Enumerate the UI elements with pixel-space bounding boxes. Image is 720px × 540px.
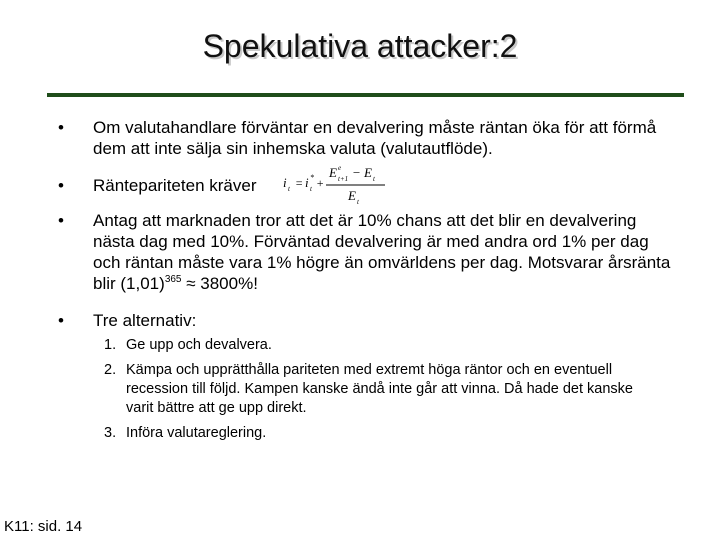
alternative-text: Ge upp och devalvera. (126, 337, 272, 353)
slide-title: Spekulativa attacker:2 (202, 28, 518, 64)
alternative-number: 1. (104, 337, 117, 353)
formula-plus: + (316, 176, 325, 190)
formula-denominator: E (348, 188, 356, 203)
formula-rhs-first: i (305, 175, 309, 190)
formula-denominator-sub: t (357, 198, 359, 206)
formula-numerator-a-sub: t+1 (338, 175, 349, 183)
bullet-text-2: Räntepariteten kräver (93, 176, 257, 195)
formula-rhs-first-sup: * (310, 173, 314, 182)
alternative-text: Införa valutareglering. (126, 425, 267, 441)
bullet-marker: • (58, 311, 64, 330)
alternative-text: Kämpa och upprätthålla pariteten med extremt höga räntor och en eventuell recession till följd. Kampen kanske ändå inte går att vinna. Då hade det kanske varit bättre att ge upp direkt. (126, 362, 633, 416)
slide-footer: K11: sid. 14 (4, 518, 83, 535)
formula-lhs: i (283, 175, 287, 190)
formula-rhs-first-sub: t (310, 185, 312, 193)
bullet-marker: • (58, 211, 64, 230)
bullet-text-1: Om valutahandlare förväntar en devalvering måste räntan öka för att förmå dem att inte sälja sin inhemska valuta (valutautflöde). (93, 118, 657, 158)
formula-numerator-a: E (329, 165, 337, 180)
formula-numerator-a-sup: e (338, 164, 342, 172)
bullet-marker: • (58, 118, 64, 137)
alternative-number: 2. (104, 362, 117, 378)
formula-minus: − (352, 165, 361, 180)
alternative-number: 3. (104, 425, 117, 441)
bullet-3-result: ≈ 3800%! (181, 274, 258, 293)
bullet-marker: • (58, 176, 64, 195)
bullet-text-3 (93, 210, 673, 294)
bullet-3-main: Antag att marknaden tror att det är 10% chans att det blir en devalvering nästa dag med 10%. Förväntad devalvering är med andra ord 1% per dag och räntan måste vara 1% högre än omvärldens per dag. Motsvarar årsränta blir (1,01) (93, 211, 671, 293)
exponent: 365 (164, 274, 182, 285)
formula-lhs-sub: t (288, 185, 290, 193)
interest-parity-formula (281, 160, 401, 208)
title-divider (47, 93, 684, 97)
formula-numerator-b: E (364, 165, 372, 180)
formula-numerator-b-sub: t (373, 175, 375, 183)
formula-equals: = (295, 176, 304, 190)
bullet-text-4: Tre alternativ: (93, 311, 197, 330)
